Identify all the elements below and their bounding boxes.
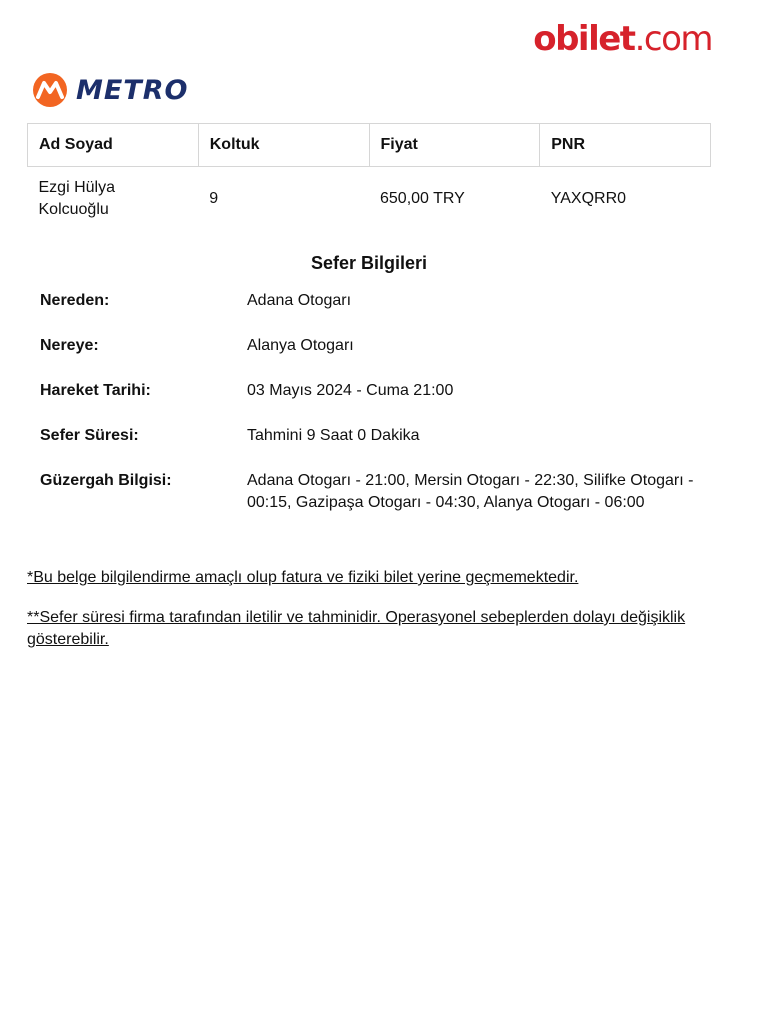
metro-logo [32, 72, 188, 108]
obilet-logo [533, 19, 712, 59]
route-label: Güzergah Bilgisi: [40, 472, 172, 489]
header-price: Fiyat [369, 124, 540, 167]
cell-price: 650,00 TRY [380, 190, 465, 207]
metro-emblem-icon [32, 72, 70, 108]
trip-info [40, 290, 710, 515]
table-header-row [28, 124, 711, 167]
cell-passenger-name [28, 167, 199, 239]
info-row-route [40, 470, 710, 515]
info-row-duration [40, 425, 710, 470]
passenger-first-names: Ezgi Hülya [38, 179, 115, 196]
header-name: Ad Soyad [28, 124, 199, 167]
info-row-to [40, 335, 710, 380]
duration-label: Sefer Süresi: [40, 427, 139, 444]
to-value: Alanya Otogarı [247, 337, 354, 354]
header-pnr: PNR [540, 124, 711, 167]
duration-value: Tahmini 9 Saat 0 Dakika [247, 427, 420, 444]
from-value: Adana Otogarı [247, 292, 352, 309]
header-seat: Koltuk [198, 124, 369, 167]
from-label: Nereden: [40, 292, 110, 309]
passenger-table [27, 123, 711, 238]
cell-seat: 9 [209, 190, 219, 207]
obilet-logo-suffix: .com [634, 19, 712, 59]
info-row-from [40, 290, 710, 335]
disclaimer-note: *Bu belge bilgilendirme amaçlı olup fatura ve fiziki bilet yerine geçmemektedir. [27, 569, 579, 586]
date-value: 03 Mayıs 2024 - Cuma 21:00 [247, 382, 454, 399]
trip-section-title: Sefer Bilgileri [310, 253, 428, 273]
cell-pnr: YAXQRR0 [550, 190, 627, 207]
obilet-logo-main: obilet [533, 19, 635, 59]
duration-note: **Sefer süresi firma tarafından iletilir ve tahminidir. Operasyonel sebeplerden dolayı değişiklik gösterebilir. [27, 609, 686, 648]
route-value: Adana Otogarı - 21:00, Mersin Otogarı - 22:30, Silifke Otogarı - 00:15, Gazipaşa Otogarı - 04:30, Alanya Otogarı - 06:00 [247, 472, 694, 511]
table-row [28, 167, 711, 239]
passenger-surname: Kolcuoğlu [38, 201, 109, 218]
info-row-date [40, 380, 710, 425]
date-label: Hareket Tarihi: [40, 382, 151, 399]
metro-wordmark: METRO [76, 74, 189, 106]
to-label: Nereye: [40, 337, 99, 354]
